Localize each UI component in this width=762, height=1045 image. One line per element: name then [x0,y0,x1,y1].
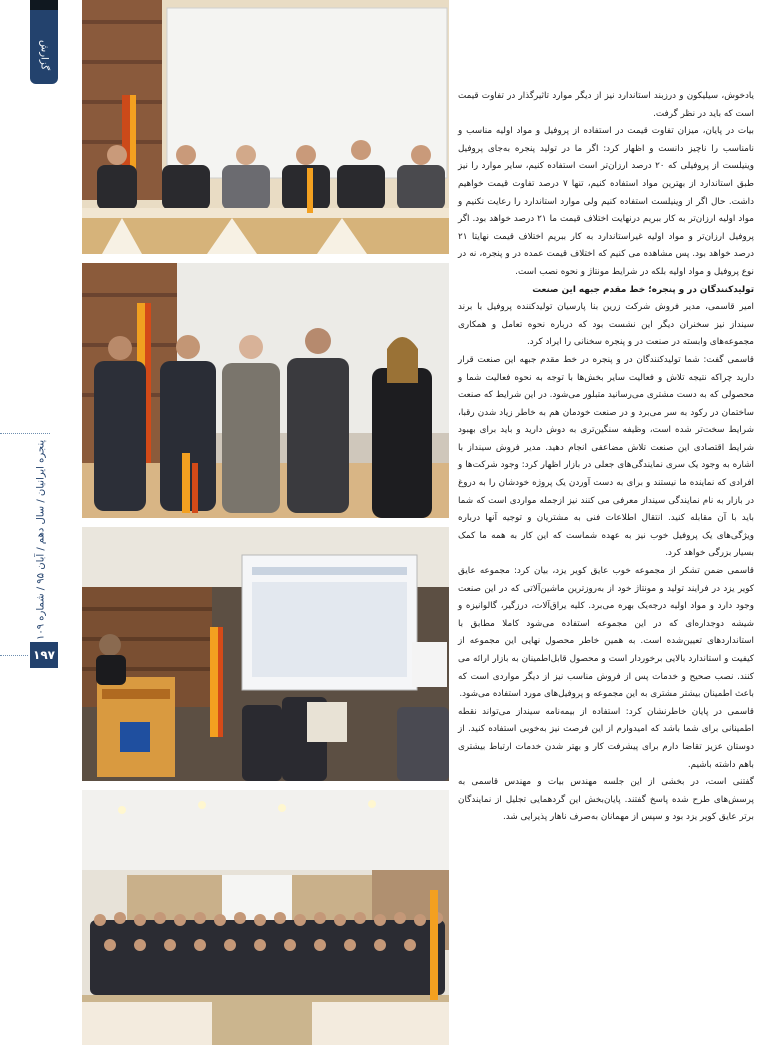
article-paragraph: یادخوش، سیلیکون و درزبند استاندارد نیز از دیگر موارد تاثیرگذار در تفاوت قیمت است که باید در نظر گرفت. [458,91,754,119]
section-tab-cap [30,0,58,10]
divider [0,433,50,434]
photo-panel-members [82,0,449,254]
photo-group-attendees [82,790,449,1045]
article-paragraph: قاسمی ضمن تشکر از مجموعه خوب عایق کویر یزد، بیان کرد: مجموعه عایق کویر یزد در فرایند تولید و مونتاژ خود از به‌روزترین ماشین‌آلاتی که در این صنعت وجود دارد و مواد اولیه درجه‌یک بهره می‌برد. کلیه یراق‌آلات، درزگیر، گالوانیزه و شیشه دوجداره‌ای که در این مجموعه استفاده می‌شود کاملا مطابق با استانداردهای تعیین‌شده است. به همین خاطر محصول نهایی این مجموعه از کیفیت و استاندارد بالایی برخوردار است و محصول قابل‌اطمینان به بازار ارائه می کنند. نصب صحیح و خدمات پس از فروش مناسب نیز از دیگر مواردی است که باعث اطمینان بیشتر مشتری به این مجموعه و پروفیل‌های مورد استفاده می‌شود. [458,566,754,700]
photo-speaker-podium [82,527,449,781]
article-paragraph: گفتنی است، در بخشی از این جلسه مهندس بیات و مهندس قاسمی به پرسش‌های طرح شده پاسخ گفتند. پایان‌بخش این گردهمایی تجلیل از نمایندگان برتر عایق کویر یزد بود و سپس از مهمانان به‌صرف ناهار پذیرایی شد. [458,777,754,823]
page-number: ۱۹۷ [30,642,58,668]
article-paragraph: قاسمی گفت: شما تولیدکنندگان در و پنجره در خط مقدم جبهه این صنعت قرار دارید چراکه نتیجه تلاش و فعالیت سایر بخش‌ها با توجه به نحوه فعالیت شما و محصولی که به دست مشتری می‌رسانید متبلور می‌شود. در این شرایط که صنعت ساختمان در رکود به سر می‌برد و در صنعت خودمان هم به خاطر زیاد شدن رقبا، شرایط سخت‌تر شده است، وظیفه سنگین‌تری به دوش دارید و باید برای بهبود شرایط اقتصادی این صنعت تلاش مضاعفی انجام دهید. مدیر فروش سینداز با اشاره به وجود یک سری نمایندگی‌های جعلی در بازار اظهار کرد: وجود شرکت‌ها و افرادی که نماینده ما نیستند و برای به دست آوردن یک پروژه خودشان را به دروغ در بازار به نام نمایندگی سینداز معرفی می کنند نیز ازجمله مواردی است که شما باید با آن مقابله کنید. انتقال اطلاعات فنی به مشتریان و توجیه آنها درباره ویژگی‌های یک پروفیل خوب نیز به عهده شماست که این کار به همه ما کمک بسیار بزرگی خواهد کرد. [458,354,754,559]
article-paragraph: قاسمی در پایان خاطرنشان کرد: استفاده از بیمه‌نامه سینداز می‌تواند نقطه اطمینانی برای شما باشد که امیدوارم از این فرصت نیز به‌خوبی استفاده کنید. از دوستان عزیز تقاضا دارم برای پیشرفت کار و بهتر شدن خدمات ارتباط بیشتری باهم داشته باشیم. [458,706,754,770]
article-paragraph: امیر قاسمی، مدیر فروش شرکت زرین بنا پارسیان تولیدکننده پروفیل با برند سینداز نیز سخنران دیگر این نشست بود که درباره نحوه تعامل و همکاری مجموعه‌های وابسته در صنعت در و پنجره سخنانی را ایراد کرد. [458,302,754,348]
article-subheading: تولیدکنندگان در و پنجره؛ خط مقدم جبهه این صنعت [532,284,754,295]
photo-award-recipients [82,263,449,518]
divider [0,655,28,656]
section-label: گزارش [38,39,50,71]
article-body [458,88,754,1045]
journal-info: پنجره ایرانیان / سال دهم / آبان ۹۵ / شماره ۱۰۹ [35,439,47,641]
article-paragraph: بیات در پایان، میزان تفاوت قیمت در استفاده از پروفیل و مواد اولیه مناسب و نامناسب را ناچیز دانست و اظهار کرد: اگر ما در تولید پنجره به‌جای پروفیل وینیلست از پروفیلی که ۲۰ درصد ارزان‌تر است استفاده کنیم، سایر موارد را نیز طبق استاندارد از بهترین مواد استفاده کنیم، تنها ۷ درصد تفاوت قیمت خواهیم داشت. حال اگر از وینیلست استفاده کنیم ولی موارد استاندارد را رعایت نکنیم و مواد اولیه ارزان‌تر به کار ببریم درنهایت اختلاف قیمت ما ۲۱ درصد خواهد بود. اگر پروفیل ارزان‌تر و مواد اولیه غیراستاندارد به کار ببریم اختلاف قیمت نهایتا ۲۱ درصد خواهد بود. پس مشاهده می کنیم که اختلاف قیمت عمده در و پنجره، نه در نوع پروفیل و مواد اولیه بلکه در شرایط مونتاژ و نحوه نصب است. [458,126,754,277]
